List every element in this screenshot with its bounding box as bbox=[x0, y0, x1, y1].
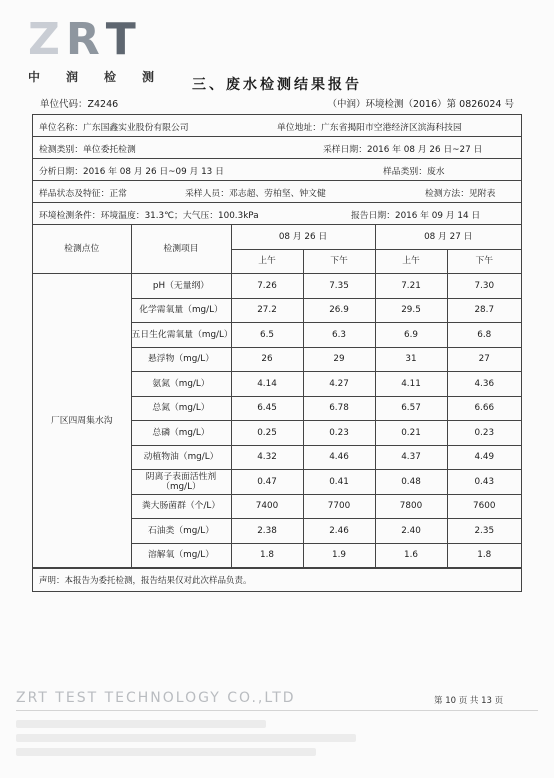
location-cell: 厂区四周集水沟 bbox=[33, 274, 131, 568]
footer-brand: ZRT TEST TECHNOLOGY CO.,LTD bbox=[16, 690, 296, 706]
item-cell: 动植物油（mg/L） bbox=[131, 445, 231, 470]
header-day1: 08 月 26 日 bbox=[231, 225, 375, 249]
analysis-date: 分析日期：2016 年 08 月 26 日~09 月 13 日 bbox=[39, 167, 224, 177]
item-cell: 粪大肠菌群（个/L） bbox=[131, 494, 231, 519]
value-cell: 0.25 bbox=[231, 421, 303, 446]
value-cell: 6.3 bbox=[303, 323, 375, 348]
value-cell: 1.8 bbox=[231, 543, 303, 568]
value-cell: 4.49 bbox=[447, 445, 521, 470]
table-header-row bbox=[33, 225, 521, 249]
header-day2-pm: 下午 bbox=[447, 249, 521, 274]
results-table bbox=[33, 225, 521, 568]
item-cell: 溶解氧（mg/L） bbox=[131, 543, 231, 568]
sampling-date: 采样日期：2016 年 08 月 26 日~27 日 bbox=[323, 145, 483, 155]
value-cell: 6.66 bbox=[447, 396, 521, 421]
value-cell: 6.57 bbox=[375, 396, 447, 421]
value-cell: 6.8 bbox=[447, 323, 521, 348]
value-cell: 27.2 bbox=[231, 298, 303, 323]
value-cell: 7600 bbox=[447, 494, 521, 519]
value-cell: 7400 bbox=[231, 494, 303, 519]
page-number: 第 10 页 共 13 页 bbox=[434, 696, 504, 706]
value-cell: 2.46 bbox=[303, 519, 375, 544]
logo-letter-z: Z bbox=[28, 14, 62, 65]
footer-divider bbox=[16, 710, 538, 711]
value-cell: 31 bbox=[375, 347, 447, 372]
value-cell: 7700 bbox=[303, 494, 375, 519]
logo-letter-t: T bbox=[105, 14, 138, 65]
value-cell: 4.32 bbox=[231, 445, 303, 470]
report-frame bbox=[32, 114, 522, 592]
item-cell: 悬浮物（mg/L） bbox=[131, 347, 231, 372]
info-row-sample bbox=[33, 181, 521, 203]
footer-faint-line bbox=[16, 720, 266, 728]
header-day1-am: 上午 bbox=[231, 249, 303, 274]
value-cell: 29 bbox=[303, 347, 375, 372]
value-cell: 4.27 bbox=[303, 372, 375, 397]
item-cell: 阴离子表面活性剂（mg/L） bbox=[131, 470, 231, 495]
value-cell: 0.43 bbox=[447, 470, 521, 495]
unit-code: 单位代码：Z4246 bbox=[40, 99, 119, 110]
info-row-type bbox=[33, 137, 521, 159]
header-day2-am: 上午 bbox=[375, 249, 447, 274]
value-cell: 26.9 bbox=[303, 298, 375, 323]
sample-state: 样品状态及特征：正常 bbox=[39, 189, 127, 199]
item-cell: 化学需氧量（mg/L） bbox=[131, 298, 231, 323]
item-cell: 总磷（mg/L） bbox=[131, 421, 231, 446]
value-cell: 6.5 bbox=[231, 323, 303, 348]
value-cell: 4.11 bbox=[375, 372, 447, 397]
item-cell: 石油类（mg/L） bbox=[131, 519, 231, 544]
value-cell: 2.35 bbox=[447, 519, 521, 544]
environment-conditions: 环境检测条件：环境温度：31.3℃；大气压：100.3kPa bbox=[39, 211, 259, 221]
value-cell: 1.8 bbox=[447, 543, 521, 568]
value-cell: 2.40 bbox=[375, 519, 447, 544]
report-meta bbox=[40, 96, 514, 110]
item-cell: 总氮（mg/L） bbox=[131, 396, 231, 421]
table-row bbox=[33, 274, 521, 299]
item-cell: pH（无量纲） bbox=[131, 274, 231, 299]
value-cell: 7.21 bbox=[375, 274, 447, 299]
value-cell: 27 bbox=[447, 347, 521, 372]
header-item: 检测项目 bbox=[131, 225, 231, 274]
value-cell: 0.21 bbox=[375, 421, 447, 446]
report-date: 报告日期：2016 年 09 月 14 日 bbox=[351, 211, 481, 221]
company-address: 单位地址：广东省揭阳市空港经济区滨海科技园 bbox=[277, 123, 462, 133]
value-cell: 6.78 bbox=[303, 396, 375, 421]
value-cell: 6.45 bbox=[231, 396, 303, 421]
sample-type: 样品类别：废水 bbox=[383, 167, 445, 177]
test-type: 检测类别：单位委托检测 bbox=[39, 145, 136, 155]
value-cell: 29.5 bbox=[375, 298, 447, 323]
value-cell: 7800 bbox=[375, 494, 447, 519]
value-cell: 7.26 bbox=[231, 274, 303, 299]
info-row-analysis bbox=[33, 159, 521, 181]
footer-faint-line bbox=[16, 748, 316, 756]
item-cell: 氨氮（mg/L） bbox=[131, 372, 231, 397]
value-cell: 7.35 bbox=[303, 274, 375, 299]
footer-faint-line bbox=[16, 734, 356, 742]
logo-letters bbox=[28, 14, 168, 65]
info-row-company bbox=[33, 115, 521, 137]
logo-letter-r: R bbox=[65, 14, 102, 65]
info-row-conditions bbox=[33, 203, 521, 225]
company-name: 单位名称：广东国鑫实业股份有限公司 bbox=[39, 123, 189, 133]
value-cell: 0.23 bbox=[303, 421, 375, 446]
statement: 声明：本报告为委托检测，报告结果仅对此次样品负责。 bbox=[33, 568, 521, 591]
value-cell: 26 bbox=[231, 347, 303, 372]
header-day1-pm: 下午 bbox=[303, 249, 375, 274]
value-cell: 0.48 bbox=[375, 470, 447, 495]
value-cell: 4.37 bbox=[375, 445, 447, 470]
report-number: （中润）环境检测（2016）第 0826024 号 bbox=[327, 99, 514, 110]
value-cell: 4.46 bbox=[303, 445, 375, 470]
value-cell: 28.7 bbox=[447, 298, 521, 323]
item-cell: 五日生化需氧量（mg/L） bbox=[131, 323, 231, 348]
document-title: 三、废水检测结果报告 bbox=[192, 77, 362, 93]
header-day2: 08 月 27 日 bbox=[375, 225, 521, 249]
value-cell: 1.9 bbox=[303, 543, 375, 568]
value-cell: 4.14 bbox=[231, 372, 303, 397]
value-cell: 0.41 bbox=[303, 470, 375, 495]
samplers: 采样人员：邓志超、劳柏坚、钟文健 bbox=[185, 189, 326, 199]
value-cell: 1.6 bbox=[375, 543, 447, 568]
value-cell: 4.36 bbox=[447, 372, 521, 397]
value-cell: 7.30 bbox=[447, 274, 521, 299]
value-cell: 2.38 bbox=[231, 519, 303, 544]
test-method: 检测方法：见附表 bbox=[425, 189, 496, 199]
value-cell: 0.23 bbox=[447, 421, 521, 446]
value-cell: 6.9 bbox=[375, 323, 447, 348]
logo-subtitle: 中 润 检 测 bbox=[28, 70, 156, 84]
value-cell: 0.47 bbox=[231, 470, 303, 495]
header-point: 检测点位 bbox=[33, 225, 131, 274]
